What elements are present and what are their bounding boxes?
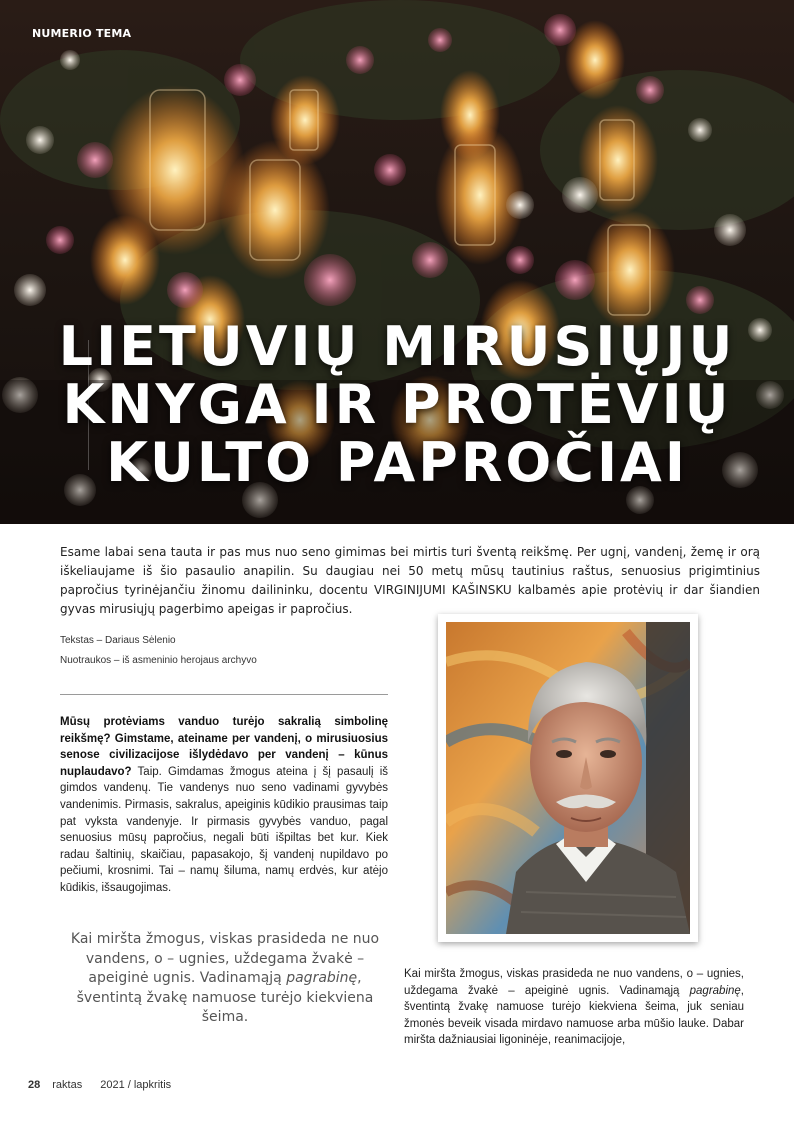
pull-quote-italic: pagrabinę [286, 970, 358, 986]
interviewee-name: VIRGINIJUMI KAŠINSKU [373, 583, 512, 597]
body-column-2 [404, 966, 744, 1049]
page-footer [28, 1079, 171, 1091]
portrait-photo [446, 622, 690, 934]
pull-quote [70, 930, 380, 1028]
photo-credit: Nuotraukos – iš asmeninio herojaus archyvo [60, 655, 257, 666]
issue-date: 2021 / lapkritis [100, 1079, 172, 1091]
lead-text-1: Esame labai sena tauta ir pas mus nuo seno gimimas bei mirtis turi šventą reikšmę. Per ugnį, vandenį, žemę ir orą iškeliaujame iš šio pasaulio anapilin. Su daugiau nei 50 metų mūsų tautinius raštus, senuosius prigimtinius papročius tyrinėjančiu žinomu dailininku, docentu [60, 545, 760, 597]
section-label: NUMERIO TEMA [32, 27, 132, 40]
magazine-name: raktas [52, 1079, 83, 1091]
text-credit: Tekstas – Dariaus Sėlenio [60, 635, 176, 646]
pull-quote-text-1: Kai miršta žmogus, viskas prasideda ne nuo vandens, o – ugnies, uždegama žvakė – apeiginė ugnis. Vadinamąją [70, 931, 380, 986]
lead-text-2: kalbamės apie protėvių ir dar šiandien gyvas mirusiųjų pagerbimo apeigas ir papročius. [60, 583, 760, 616]
headline-line-3: KULTO PAPROČIAI [106, 431, 688, 494]
body-column-1 [60, 714, 388, 897]
page-number: 28 [28, 1079, 41, 1091]
column-2-text-2: , šventintą žvakę namuose turėjo kiekviena šeima, juk seniau žmonės beveik visada mirdavo namuose arba mūšio lauke. Dabar miršta dažniausiai ligoninėje, reanimacijoje, [404, 984, 744, 1047]
interview-answer: Taip. Gimdamas žmogus ateina į šį pasaulį iš gimdos vandenų. Tie vandenys nuo seno vadinami gyvybės vandenimis. Pirmasis, sakralus, apeiginis kūdikio prausimas taip pat vyksta vandenyje. Ir pirmasis gyvybės vanduo, pagal senuosius mūsų papročius, negali būti išpiltas bet kur. Kiek radau šaltinių, skaičiau, papasakojo, šį vandenį nupildavo po pečiumi, krosnimi. Tai – namų šiluma, namų erdvės, kur atėjo kūdikis, išsaugojimas. [60, 765, 388, 894]
headline-line-1: LIETUVIŲ MIRUSIŲJŲ [58, 315, 736, 378]
headline-line-2: KNYGA IR PROTĖVIŲ [62, 373, 732, 436]
pull-quote-text-2: , šventintą žvakę namuose turėjo kiekviena šeima. [76, 970, 374, 1025]
headline [0, 315, 794, 494]
divider-rule [60, 694, 388, 695]
hero-photo [0, 0, 794, 524]
column-2-text-1: Kai miršta žmogus, viskas prasideda ne nuo vandens, o – ugnies, uždegama žvakė – apeiginė ugnis. Vadinamąją [404, 968, 744, 997]
lead-paragraph [60, 543, 760, 619]
portrait-photo-frame [438, 614, 698, 942]
interview-question: Mūsų protėviams vanduo turėjo sakralią simbolinę reikšmę? Gimstame, ateiname per vandenį, o mirusiuosius senose civilizacijose išlydėdavo per vandenį – kūnus nuplaudavo? [60, 716, 388, 778]
column-2-italic: pagrabinę [689, 984, 741, 997]
